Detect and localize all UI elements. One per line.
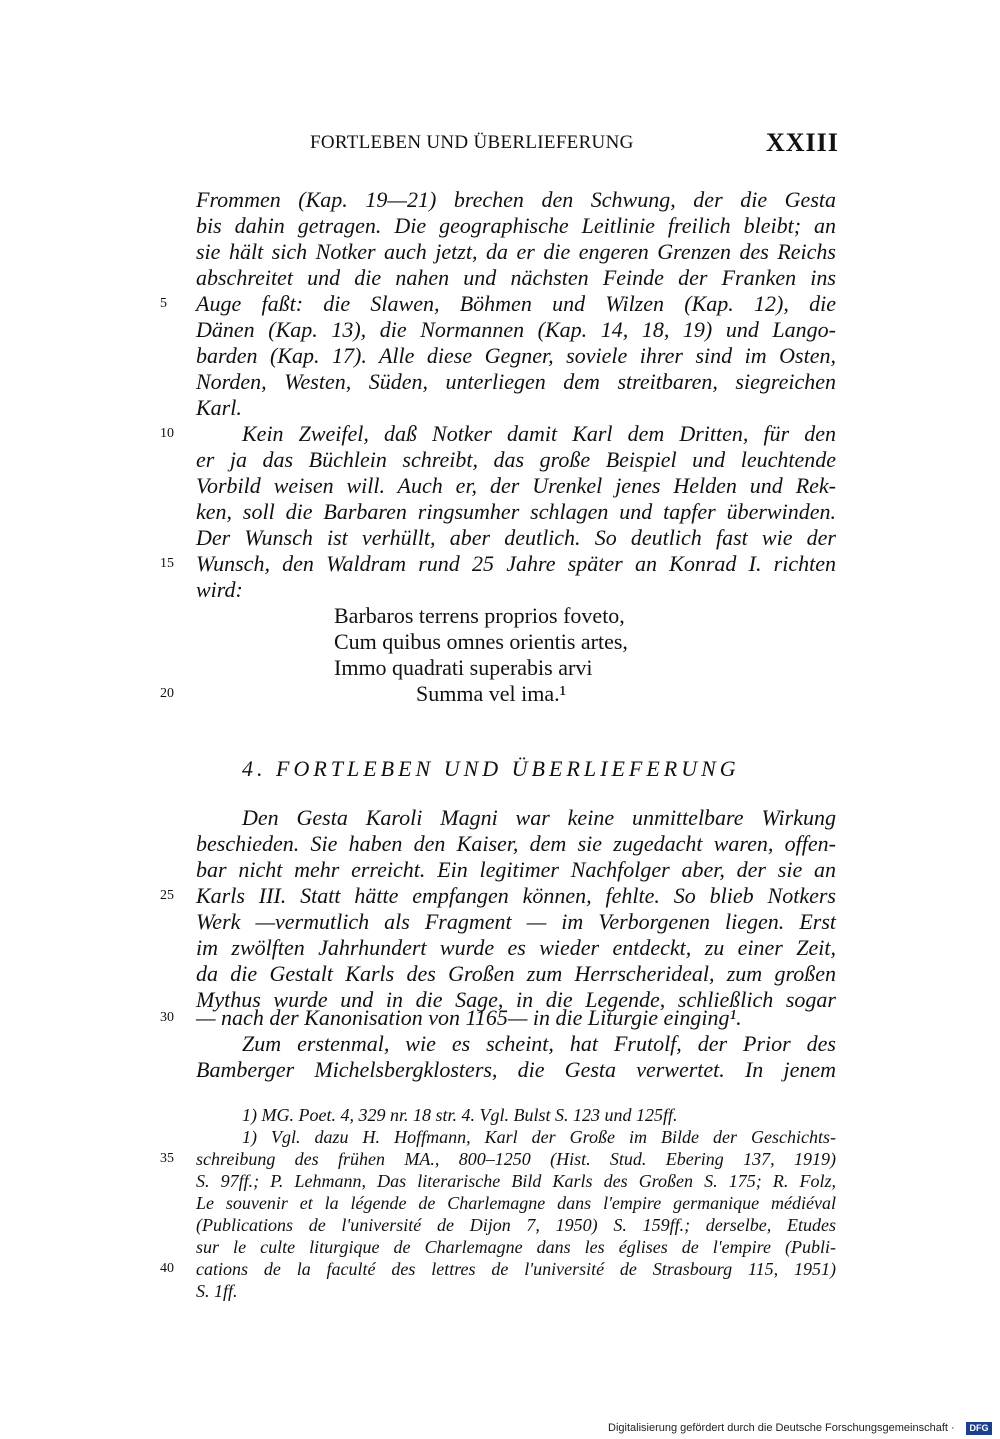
text-line: Der Wunsch ist verhüllt, aber deutlich. So deutlich fast wie der [196,525,836,550]
text-line: im zwölften Jahrhundert wurde es wieder entdeckt, zu einer Zeit, [196,935,836,960]
section-heading: 4. FORTLEBEN UND ÜBERLIEFERUNG [242,756,740,781]
text-line: Karls III. Statt hätte empfangen können, fehlte. So blieb Notkers [196,883,836,908]
text-line: Vorbild weisen will. Auch er, der Urenkel jenes Helden und Rek- [196,473,836,498]
text-line: Mythus wurde und in die Sage, in die Legende, schließlich sogar [196,987,836,1012]
text-line: Wunsch, den Waldram rund 25 Jahre später an Konrad I. richten [196,551,836,576]
text-line: Zum erstenmal, wie es scheint, hat Frutolf, der Prior des [242,1031,836,1056]
page-number: XXIII [766,128,839,157]
running-title: FORTLEBEN UND ÜBERLIEFERUNG [310,132,634,153]
text-line: ken, soll die Barbaren ringsumher schlagen und tapfer überwinden. [196,499,836,524]
text-line: barden (Kap. 17). Alle diese Gegner, soviele ihrer sind im Osten, [196,343,836,368]
line-number: 30 [160,1010,174,1025]
text-line: — nach der Kanonisation von 1165— in die Liturgie einging¹. [196,1005,742,1030]
text-line: abschreitet und die nahen und nächsten Feinde der Franken ins [196,265,836,290]
footnote-line: schreibung des frühen MA., 800–1250 (Hist. Stud. Ebering 137, 1919) [196,1149,836,1169]
footnote-line: S. 97ff.; P. Lehmann, Das literarische Bild Karls des Großen S. 175; R. Folz, [196,1171,836,1191]
text-line: Dänen (Kap. 13), die Normannen (Kap. 14, 18, 19) und Lango- [196,317,836,342]
footnote-line: Le souvenir et la légende de Charlemagne dans l'empire germanique médiéval [196,1193,836,1213]
text-line: wird: [196,577,243,602]
line-number: 20 [160,686,174,701]
text-line: Bamberger Michelsbergklosters, die Gesta verwertet. In jenem [196,1057,836,1082]
text-line: Frommen (Kap. 19—21) brechen den Schwung, der die Gesta [196,187,836,212]
footnote-line: S. 1ff. [196,1281,238,1301]
text-line: er ja das Büchlein schreibt, das große Beispiel und leuchtende [196,447,836,472]
line-number: 15 [160,556,174,571]
line-number: 40 [160,1261,174,1276]
footnote-line: sur le culte liturgique de Charlemagne dans les églises de l'empire (Publi- [196,1237,836,1257]
text-line: bis dahin getragen. Die geographische Leitlinie freilich bleibt; an [196,213,836,238]
verse-line: Barbaros terrens proprios foveto, [334,603,625,628]
footnote-line: 1) MG. Poet. 4, 329 nr. 18 str. 4. Vgl. Bulst S. 123 und 125ff. [242,1105,678,1125]
line-number: 10 [160,426,174,441]
footnote-line: 1) Vgl. dazu H. Hoffmann, Karl der Große im Bilde der Geschichts- [242,1127,836,1147]
text-line: Werk —vermutlich als Fragment — im Verborgenen liegen. Erst [196,909,836,934]
text-line: bar nicht mehr erreicht. Ein legitimer Nachfolger aber, der sie an [196,857,836,882]
verse-line: Cum quibus omnes orientis artes, [334,629,628,654]
line-number: 5 [160,296,167,311]
line-number: 25 [160,888,174,903]
digitization-credit: Digitalisierung gefördert durch die Deutsche Forschungsgemeinschaft · [608,1422,955,1434]
text-line: Den Gesta Karoli Magni war keine unmittelbare Wirkung [242,805,836,830]
verse-line: Summa vel ima.¹ [416,681,567,706]
text-line: sie hält sich Notker auch jetzt, da er die engeren Grenzen des Reichs [196,239,836,264]
text-line: da die Gestalt Karls des Großen zum Herrscherideal, zum großen [196,961,836,986]
dfg-logo: DFG [966,1422,992,1435]
text-line: Norden, Westen, Süden, unterliegen dem streitbaren, siegreichen [196,369,836,394]
text-line: Auge faßt: die Slawen, Böhmen und Wilzen (Kap. 12), die [196,291,836,316]
text-line: Karl. [196,395,242,420]
verse-line: Immo quadrati superabis arvi [334,655,593,680]
footnote-line: cations de la faculté des lettres de l'université de Strasbourg 115, 1951) [196,1259,836,1279]
text-line: Kein Zweifel, daß Notker damit Karl dem Dritten, für den [242,421,836,446]
footnote-line: (Publications de l'université de Dijon 7, 1950) S. 159ff.; derselbe, Etudes [196,1215,836,1235]
text-line: beschieden. Sie haben den Kaiser, dem sie zugedacht waren, offen- [196,831,836,856]
line-number: 35 [160,1151,174,1166]
